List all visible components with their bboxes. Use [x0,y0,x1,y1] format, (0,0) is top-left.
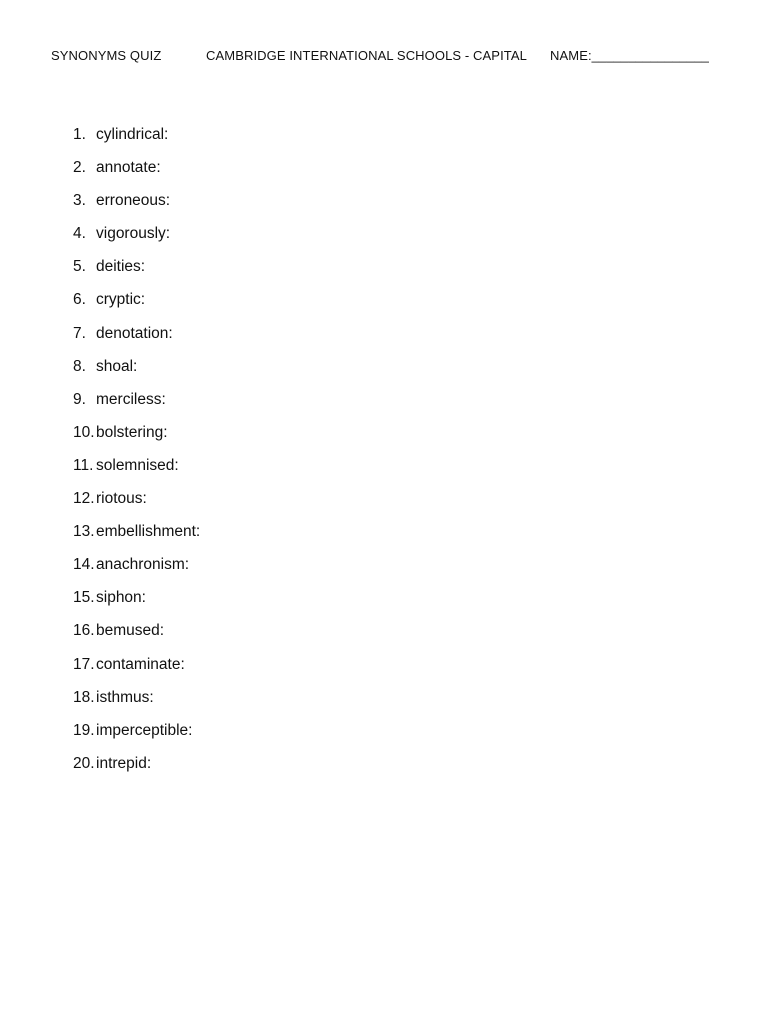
quiz-item [0,488,768,521]
quiz-question-list [0,124,768,786]
question-word: intrepid: [96,754,152,772]
quiz-item [0,422,768,455]
quiz-item [0,256,768,289]
question-number: 18. [73,688,95,706]
question-number: 7. [73,324,86,342]
question-word: merciless: [96,390,166,408]
quiz-item [0,323,768,356]
quiz-item [0,687,768,720]
question-word: vigorously: [96,225,171,243]
quiz-item [0,289,768,322]
quiz-item [0,753,768,786]
quiz-item [0,389,768,422]
quiz-item [0,521,768,554]
name-field: NAME:________________ [550,48,709,63]
question-word: siphon: [96,589,146,607]
quiz-item [0,223,768,256]
quiz-item [0,356,768,389]
question-number: 10. [73,423,95,441]
quiz-title: SYNONYMS QUIZ [51,48,162,63]
question-number: 6. [73,291,86,309]
quiz-item [0,654,768,687]
question-word: shoal: [96,357,138,375]
quiz-item [0,620,768,653]
question-number: 13. [73,523,95,541]
question-number: 11. [73,456,94,474]
question-word: bemused: [96,622,165,640]
quiz-item [0,455,768,488]
quiz-item [0,587,768,620]
question-word: riotous: [96,490,147,508]
question-word: annotate: [96,159,161,177]
question-number: 17. [73,655,95,673]
question-word: bolstering: [96,423,168,441]
question-word: cylindrical: [96,126,169,143]
question-number: 5. [73,258,86,276]
question-word: deities: [96,258,146,276]
question-number: 14. [73,556,95,574]
quiz-item [0,190,768,223]
school-name: CAMBRIDGE INTERNATIONAL SCHOOLS - CAPITAL [206,48,527,63]
question-number: 9. [73,390,86,408]
question-number: 1. [73,126,86,143]
question-word: erroneous: [96,192,171,210]
question-number: 12. [73,490,95,508]
quiz-item [0,554,768,587]
question-word: anachronism: [96,556,190,574]
question-word: isthmus: [96,688,154,706]
question-number: 19. [73,721,95,739]
question-word: denotation: [96,324,173,342]
question-word: embellishment: [96,523,201,541]
quiz-item [0,157,768,190]
question-word: cryptic: [96,291,146,309]
question-word: solemnised: [96,456,179,474]
question-number: 4. [73,225,86,243]
document-header [0,48,768,66]
question-number: 2. [73,159,86,177]
question-number: 8. [73,357,86,375]
question-number: 3. [73,192,86,210]
question-number: 16. [73,622,95,640]
question-word: imperceptible: [96,721,193,739]
question-number: 20. [73,754,95,772]
quiz-item [0,720,768,753]
question-word: contaminate: [96,655,185,673]
quiz-item [0,124,768,157]
question-number: 15. [73,589,95,607]
